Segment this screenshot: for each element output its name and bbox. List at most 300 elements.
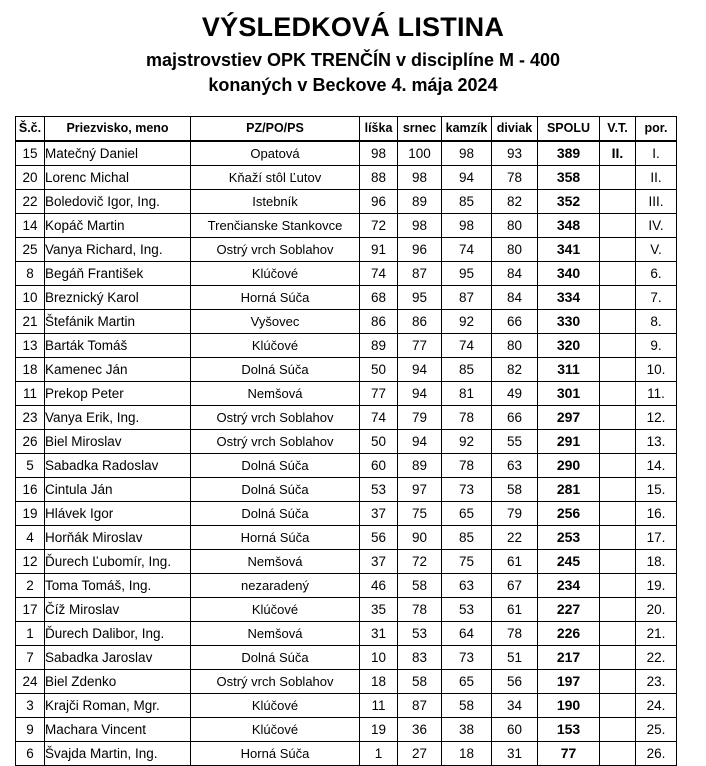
cell-liska: 89	[360, 334, 398, 358]
cell-diviak: 61	[492, 598, 538, 622]
document-subtitle: majstrovstiev OPK TRENČÍN v disciplíne M - 400	[145, 50, 561, 70]
cell-start-number: 11	[16, 382, 45, 406]
cell-vt	[600, 502, 636, 526]
column-header-srnec: srnec	[398, 117, 442, 142]
cell-kamzik: 85	[442, 358, 492, 382]
cell-liska: 96	[360, 190, 398, 214]
cell-liska: 74	[360, 406, 398, 430]
cell-club: Dolná Súča	[191, 646, 360, 670]
cell-name: Sabadka Jaroslav	[45, 646, 191, 670]
cell-srnec: 96	[398, 238, 442, 262]
cell-srnec: 89	[398, 190, 442, 214]
cell-rank: 25.	[636, 718, 677, 742]
cell-total: 297	[538, 406, 600, 430]
cell-name: Sabadka Radoslav	[45, 454, 191, 478]
cell-srnec: 36	[398, 718, 442, 742]
column-header-vt: V.T.	[600, 117, 636, 142]
cell-liska: 37	[360, 502, 398, 526]
cell-start-number: 16	[16, 478, 45, 502]
cell-liska: 18	[360, 670, 398, 694]
cell-vt	[600, 166, 636, 190]
column-header-total: SPOLU	[538, 117, 600, 142]
cell-rank: II.	[636, 166, 677, 190]
cell-total: 320	[538, 334, 600, 358]
cell-srnec: 94	[398, 358, 442, 382]
cell-liska: 86	[360, 310, 398, 334]
cell-start-number: 6	[16, 742, 45, 766]
cell-start-number: 25	[16, 238, 45, 262]
cell-total: 253	[538, 526, 600, 550]
cell-name: Vanya Erik, Ing.	[45, 406, 191, 430]
cell-club: Vyšovec	[191, 310, 360, 334]
cell-liska: 37	[360, 550, 398, 574]
cell-rank: 10.	[636, 358, 677, 382]
cell-diviak: 79	[492, 502, 538, 526]
results-body	[16, 141, 677, 766]
cell-vt	[600, 478, 636, 502]
cell-srnec: 27	[398, 742, 442, 766]
cell-start-number: 10	[16, 286, 45, 310]
cell-vt	[600, 238, 636, 262]
cell-rank: 20.	[636, 598, 677, 622]
cell-diviak: 93	[492, 141, 538, 166]
cell-club: Ostrý vrch Soblahov	[191, 670, 360, 694]
cell-srnec: 53	[398, 622, 442, 646]
cell-vt	[600, 310, 636, 334]
cell-kamzik: 74	[442, 334, 492, 358]
cell-srnec: 100	[398, 141, 442, 166]
cell-name: Breznický Karol	[45, 286, 191, 310]
cell-name: Biel Zdenko	[45, 670, 191, 694]
cell-rank: 26.	[636, 742, 677, 766]
cell-kamzik: 85	[442, 190, 492, 214]
table-row	[16, 430, 677, 454]
column-header-kamzik: kamzík	[442, 117, 492, 142]
cell-total: 197	[538, 670, 600, 694]
cell-srnec: 98	[398, 166, 442, 190]
cell-total: 256	[538, 502, 600, 526]
cell-diviak: 55	[492, 430, 538, 454]
cell-diviak: 60	[492, 718, 538, 742]
cell-total: 217	[538, 646, 600, 670]
cell-rank: 16.	[636, 502, 677, 526]
cell-srnec: 90	[398, 526, 442, 550]
table-header-row	[16, 117, 677, 142]
cell-start-number: 18	[16, 358, 45, 382]
cell-liska: 56	[360, 526, 398, 550]
cell-diviak: 61	[492, 550, 538, 574]
cell-start-number: 13	[16, 334, 45, 358]
cell-vt	[600, 214, 636, 238]
table-row	[16, 622, 677, 646]
cell-total: 290	[538, 454, 600, 478]
cell-total: 334	[538, 286, 600, 310]
cell-rank: 9.	[636, 334, 677, 358]
table-row	[16, 358, 677, 382]
cell-liska: 98	[360, 141, 398, 166]
cell-kamzik: 75	[442, 550, 492, 574]
cell-srnec: 97	[398, 478, 442, 502]
cell-rank: 19.	[636, 574, 677, 598]
cell-name: Hlávek Igor	[45, 502, 191, 526]
cell-start-number: 1	[16, 622, 45, 646]
cell-club: Dolná Súča	[191, 454, 360, 478]
cell-kamzik: 73	[442, 478, 492, 502]
cell-liska: 72	[360, 214, 398, 238]
cell-rank: 17.	[636, 526, 677, 550]
cell-vt	[600, 646, 636, 670]
table-row	[16, 334, 677, 358]
cell-name: Matečný Daniel	[45, 141, 191, 166]
cell-vt	[600, 526, 636, 550]
cell-name: Toma Tomáš, Ing.	[45, 574, 191, 598]
cell-name: Horňák Miroslav	[45, 526, 191, 550]
cell-rank: III.	[636, 190, 677, 214]
cell-vt	[600, 430, 636, 454]
cell-vt	[600, 598, 636, 622]
cell-vt	[600, 190, 636, 214]
cell-rank: 23.	[636, 670, 677, 694]
column-header-name: Priezvisko, meno	[45, 117, 191, 142]
cell-total: 227	[538, 598, 600, 622]
cell-name: Kamenec Ján	[45, 358, 191, 382]
table-row	[16, 478, 677, 502]
cell-club: Dolná Súča	[191, 478, 360, 502]
cell-club: Klúčové	[191, 262, 360, 286]
cell-vt	[600, 742, 636, 766]
cell-liska: 50	[360, 358, 398, 382]
table-row	[16, 214, 677, 238]
cell-club: Horná Súča	[191, 526, 360, 550]
cell-kamzik: 98	[442, 141, 492, 166]
cell-rank: 8.	[636, 310, 677, 334]
cell-diviak: 78	[492, 166, 538, 190]
cell-name: Cintula Ján	[45, 478, 191, 502]
cell-start-number: 7	[16, 646, 45, 670]
cell-name: Švajda Martin, Ing.	[45, 742, 191, 766]
cell-start-number: 2	[16, 574, 45, 598]
cell-club: Klúčové	[191, 694, 360, 718]
table-row	[16, 238, 677, 262]
cell-total: 389	[538, 141, 600, 166]
cell-name: Begáň František	[45, 262, 191, 286]
cell-liska: 88	[360, 166, 398, 190]
cell-srnec: 89	[398, 454, 442, 478]
cell-vt	[600, 622, 636, 646]
cell-start-number: 20	[16, 166, 45, 190]
table-row	[16, 382, 677, 406]
cell-diviak: 63	[492, 454, 538, 478]
cell-diviak: 80	[492, 334, 538, 358]
cell-start-number: 21	[16, 310, 45, 334]
cell-srnec: 86	[398, 310, 442, 334]
cell-start-number: 26	[16, 430, 45, 454]
cell-club: Klúčové	[191, 334, 360, 358]
column-header-club: PZ/PO/PS	[191, 117, 360, 142]
table-row	[16, 646, 677, 670]
cell-total: 190	[538, 694, 600, 718]
cell-liska: 68	[360, 286, 398, 310]
cell-kamzik: 53	[442, 598, 492, 622]
table-row	[16, 190, 677, 214]
cell-kamzik: 78	[442, 406, 492, 430]
cell-srnec: 98	[398, 214, 442, 238]
cell-srnec: 95	[398, 286, 442, 310]
table-row	[16, 526, 677, 550]
cell-total: 330	[538, 310, 600, 334]
cell-rank: 15.	[636, 478, 677, 502]
cell-srnec: 87	[398, 694, 442, 718]
cell-name: Štefánik Martin	[45, 310, 191, 334]
cell-club: Horná Súča	[191, 742, 360, 766]
cell-total: 234	[538, 574, 600, 598]
cell-diviak: 84	[492, 286, 538, 310]
table-row	[16, 262, 677, 286]
cell-start-number: 9	[16, 718, 45, 742]
cell-kamzik: 92	[442, 310, 492, 334]
table-row	[16, 166, 677, 190]
cell-diviak: 51	[492, 646, 538, 670]
cell-club: Ostrý vrch Soblahov	[191, 406, 360, 430]
cell-name: Krajči Roman, Mgr.	[45, 694, 191, 718]
cell-diviak: 82	[492, 190, 538, 214]
cell-rank: 11.	[636, 382, 677, 406]
cell-name: Barták Tomáš	[45, 334, 191, 358]
cell-rank: 22.	[636, 646, 677, 670]
cell-name: Prekop Peter	[45, 382, 191, 406]
cell-diviak: 67	[492, 574, 538, 598]
cell-liska: 77	[360, 382, 398, 406]
cell-vt	[600, 574, 636, 598]
cell-name: Ďurech Ľubomír, Ing.	[45, 550, 191, 574]
cell-club: Horná Súča	[191, 286, 360, 310]
cell-total: 352	[538, 190, 600, 214]
table-row	[16, 598, 677, 622]
cell-liska: 91	[360, 238, 398, 262]
cell-rank: 24.	[636, 694, 677, 718]
cell-vt	[600, 550, 636, 574]
cell-diviak: 78	[492, 622, 538, 646]
cell-kamzik: 81	[442, 382, 492, 406]
cell-start-number: 4	[16, 526, 45, 550]
cell-start-number: 14	[16, 214, 45, 238]
cell-liska: 1	[360, 742, 398, 766]
cell-vt	[600, 286, 636, 310]
table-row	[16, 670, 677, 694]
cell-club: Nemšová	[191, 382, 360, 406]
cell-rank: 7.	[636, 286, 677, 310]
cell-kamzik: 65	[442, 670, 492, 694]
cell-name: Lorenc Michal	[45, 166, 191, 190]
cell-diviak: 34	[492, 694, 538, 718]
cell-rank: 14.	[636, 454, 677, 478]
table-row	[16, 694, 677, 718]
cell-club: Ostrý vrch Soblahov	[191, 238, 360, 262]
cell-kamzik: 94	[442, 166, 492, 190]
cell-start-number: 3	[16, 694, 45, 718]
cell-kamzik: 87	[442, 286, 492, 310]
cell-start-number: 24	[16, 670, 45, 694]
cell-diviak: 82	[492, 358, 538, 382]
cell-start-number: 22	[16, 190, 45, 214]
cell-kamzik: 92	[442, 430, 492, 454]
table-row	[16, 310, 677, 334]
cell-vt	[600, 358, 636, 382]
cell-kamzik: 85	[442, 526, 492, 550]
cell-vt	[600, 694, 636, 718]
cell-kamzik: 74	[442, 238, 492, 262]
cell-total: 340	[538, 262, 600, 286]
cell-vt	[600, 454, 636, 478]
cell-start-number: 17	[16, 598, 45, 622]
cell-rank: 12.	[636, 406, 677, 430]
cell-diviak: 80	[492, 214, 538, 238]
cell-total: 291	[538, 430, 600, 454]
cell-vt	[600, 262, 636, 286]
cell-kamzik: 65	[442, 502, 492, 526]
cell-liska: 60	[360, 454, 398, 478]
cell-diviak: 31	[492, 742, 538, 766]
column-header-liska: líška	[360, 117, 398, 142]
cell-kamzik: 63	[442, 574, 492, 598]
cell-rank: 6.	[636, 262, 677, 286]
table-row	[16, 454, 677, 478]
cell-vt	[600, 670, 636, 694]
cell-rank: V.	[636, 238, 677, 262]
cell-srnec: 94	[398, 430, 442, 454]
cell-liska: 53	[360, 478, 398, 502]
cell-diviak: 66	[492, 406, 538, 430]
table-row	[16, 406, 677, 430]
cell-club: Nemšová	[191, 550, 360, 574]
table-row	[16, 141, 677, 166]
cell-diviak: 58	[492, 478, 538, 502]
cell-vt	[600, 334, 636, 358]
cell-vt	[600, 382, 636, 406]
cell-kamzik: 98	[442, 214, 492, 238]
cell-rank: IV.	[636, 214, 677, 238]
cell-liska: 31	[360, 622, 398, 646]
cell-club: Nemšová	[191, 622, 360, 646]
cell-kamzik: 78	[442, 454, 492, 478]
column-header-rank: por.	[636, 117, 677, 142]
cell-kamzik: 58	[442, 694, 492, 718]
document-subtitle-date: konaných v Beckove 4. mája 2024	[208, 75, 498, 95]
cell-total: 153	[538, 718, 600, 742]
table-row	[16, 550, 677, 574]
cell-name: Ďurech Dalibor, Ing.	[45, 622, 191, 646]
cell-club: Klúčové	[191, 718, 360, 742]
cell-name: Machara Vincent	[45, 718, 191, 742]
cell-srnec: 77	[398, 334, 442, 358]
cell-diviak: 84	[492, 262, 538, 286]
cell-srnec: 72	[398, 550, 442, 574]
cell-start-number: 19	[16, 502, 45, 526]
cell-kamzik: 95	[442, 262, 492, 286]
cell-liska: 10	[360, 646, 398, 670]
cell-liska: 19	[360, 718, 398, 742]
results-table	[15, 116, 677, 766]
cell-start-number: 23	[16, 406, 45, 430]
column-header-diviak: diviak	[492, 117, 538, 142]
cell-liska: 46	[360, 574, 398, 598]
cell-name: Číž Miroslav	[45, 598, 191, 622]
cell-club: nezaradený	[191, 574, 360, 598]
cell-club: Dolná Súča	[191, 502, 360, 526]
cell-total: 281	[538, 478, 600, 502]
cell-rank: 21.	[636, 622, 677, 646]
cell-club: Istebník	[191, 190, 360, 214]
cell-name: Vanya Richard, Ing.	[45, 238, 191, 262]
cell-total: 245	[538, 550, 600, 574]
cell-srnec: 58	[398, 574, 442, 598]
cell-liska: 50	[360, 430, 398, 454]
cell-diviak: 56	[492, 670, 538, 694]
cell-kamzik: 73	[442, 646, 492, 670]
cell-club: Kňaží stôl Ľutov	[191, 166, 360, 190]
cell-total: 311	[538, 358, 600, 382]
cell-name: Kopáč Martin	[45, 214, 191, 238]
table-row	[16, 742, 677, 766]
cell-rank: 18.	[636, 550, 677, 574]
cell-name: Boledovič Igor, Ing.	[45, 190, 191, 214]
column-header-start-number: Š.č.	[16, 117, 45, 142]
cell-vt	[600, 406, 636, 430]
cell-total: 226	[538, 622, 600, 646]
cell-club: Dolná Súča	[191, 358, 360, 382]
table-row	[16, 718, 677, 742]
cell-srnec: 58	[398, 670, 442, 694]
cell-club: Opatová	[191, 141, 360, 166]
cell-total: 341	[538, 238, 600, 262]
cell-club: Trenčianske Stankovce	[191, 214, 360, 238]
cell-diviak: 80	[492, 238, 538, 262]
cell-srnec: 87	[398, 262, 442, 286]
cell-kamzik: 38	[442, 718, 492, 742]
table-row	[16, 502, 677, 526]
cell-total: 358	[538, 166, 600, 190]
cell-srnec: 79	[398, 406, 442, 430]
cell-srnec: 83	[398, 646, 442, 670]
cell-liska: 74	[360, 262, 398, 286]
cell-diviak: 49	[492, 382, 538, 406]
cell-kamzik: 64	[442, 622, 492, 646]
cell-rank: I.	[636, 141, 677, 166]
document-title: VÝSLEDKOVÁ LISTINA	[201, 12, 505, 42]
table-row	[16, 574, 677, 598]
cell-total: 301	[538, 382, 600, 406]
cell-kamzik: 18	[442, 742, 492, 766]
cell-start-number: 12	[16, 550, 45, 574]
cell-total: 77	[538, 742, 600, 766]
cell-srnec: 75	[398, 502, 442, 526]
cell-club: Ostrý vrch Soblahov	[191, 430, 360, 454]
cell-srnec: 94	[398, 382, 442, 406]
cell-liska: 11	[360, 694, 398, 718]
cell-rank: 13.	[636, 430, 677, 454]
cell-start-number: 15	[16, 141, 45, 166]
cell-total: 348	[538, 214, 600, 238]
cell-diviak: 22	[492, 526, 538, 550]
cell-start-number: 8	[16, 262, 45, 286]
cell-liska: 35	[360, 598, 398, 622]
cell-club: Klúčové	[191, 598, 360, 622]
cell-name: Biel Miroslav	[45, 430, 191, 454]
cell-diviak: 66	[492, 310, 538, 334]
table-row	[16, 286, 677, 310]
cell-srnec: 78	[398, 598, 442, 622]
cell-start-number: 5	[16, 454, 45, 478]
